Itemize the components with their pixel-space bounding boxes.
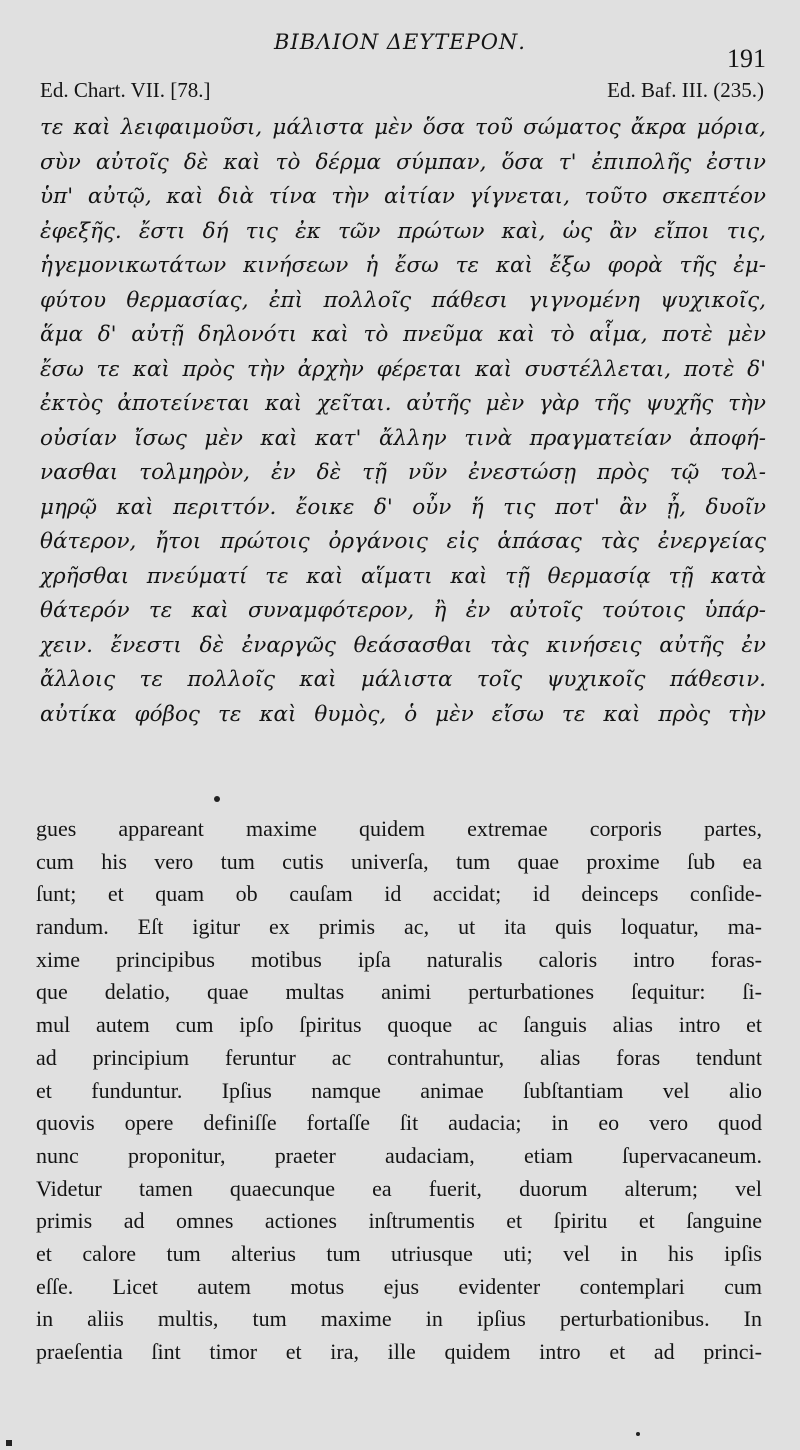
greek-line: φύτου θερμασίας, ἐπὶ πολλοῖς πάθεσι γιγνομένη ψυχικοῖς, bbox=[40, 287, 766, 313]
latin-line: cum his vero tum cutis univerſa, tum quae proxime ſub ea bbox=[36, 848, 762, 874]
greek-line: θάτερον, ἤτοι πρώτοις ὀργάνοις εἰς ἁπάσας τὰς ἐνεργείας bbox=[40, 529, 766, 554]
greek-line: μηρῷ καὶ περιττόν. ἔοικε δ' οὖν ἥ τις ποτ' ἂν ᾖ, δυοῖν bbox=[40, 494, 766, 520]
edition-reference-left: Ed. Chart. VII. [78.] bbox=[40, 78, 211, 102]
greek-line: θάτερόν τε καὶ συναμφότερον, ἢ ἐν αὐτοῖς τούτοις ὑπάρ- bbox=[40, 598, 766, 623]
greek-line: νασθαι τολμηρὸν, ἐν δὲ τῇ νῦν ἐνεστώσῃ πρὸς τῷ τολ- bbox=[40, 460, 766, 485]
greek-line: ἐφεξῆς. ἔστι δή τις ἐκ τῶν πρώτων καὶ, ὡς ἂν εἴποι τις, bbox=[40, 218, 766, 244]
latin-line: eſſe. Licet autem motus ejus evidenter contemplari cum bbox=[36, 1273, 762, 1299]
greek-line: ἡγεμονικωτάτων κινήσεων ἡ ἔσω τε καὶ ἔξω φορὰ τῆς ἐμ- bbox=[40, 253, 766, 278]
latin-line: primis ad omnes actiones inſtrumentis et ſpiritu et ſanguine bbox=[36, 1208, 762, 1234]
latin-line: Videtur tamen quaecunque ea fuerit, duorum alterum; vel bbox=[36, 1175, 762, 1201]
greek-line: χειν. ἔνεστι δὲ ἐναργῶς θεάσασθαι τὰς κινήσεις αὐτῆς ἐν bbox=[40, 632, 766, 658]
latin-line: ſunt; et quam ob cauſam id accidat; id deinceps conſide- bbox=[36, 881, 762, 907]
greek-text-block bbox=[40, 111, 766, 732]
latin-line: et calore tum alterius tum utriusque uti; vel in his ipſis bbox=[36, 1240, 762, 1266]
greek-line: ἄλλοις τε πολλοῖς καὶ μάλιστα τοῖς ψυχικοῖς πάθεσιν. bbox=[40, 667, 766, 692]
ink-speck bbox=[636, 1432, 640, 1436]
latin-line: que delatio, quae multas animi perturbationes ſequitur: ſi- bbox=[36, 979, 762, 1005]
greek-line: αὐτίκα φόβος τε καὶ θυμὸς, ὁ μὲν εἴσω τε καὶ πρὸς τὴν bbox=[40, 701, 766, 727]
latin-line: gues appareant maxime quidem extremae corporis partes, bbox=[36, 816, 762, 841]
greek-line: χρῆσθαι πνεύματί τε καὶ αἵματι καὶ τῇ θερμασίᾳ τῇ κατὰ bbox=[40, 563, 766, 589]
greek-line: ὑπ' αὐτῷ, καὶ διὰ τίνα τὴν αἰτίαν γίγνεται, τοῦτο σκεπτέον bbox=[40, 184, 766, 209]
latin-line: xime principibus motibus ipſa naturalis caloris intro foras- bbox=[36, 946, 762, 972]
ink-speck bbox=[214, 796, 220, 802]
page-number: 191 bbox=[727, 44, 766, 73]
latin-line: ad principium feruntur ac contrahuntur, alias foras tendunt bbox=[36, 1044, 762, 1070]
latin-line: randum. Eſt igitur ex primis ac, ut ita quis loquatur, ma- bbox=[36, 914, 762, 940]
latin-line: nunc proponitur, praeter audaciam, etiam ſupervacaneum. bbox=[36, 1142, 762, 1168]
latin-line: in aliis multis, tum maxime in ipſius perturbationibus. In bbox=[36, 1306, 762, 1332]
latin-line: mul autem cum ipſo ſpiritus quoque ac ſanguis alias intro et bbox=[36, 1012, 762, 1038]
greek-line: ἐκτὸς ἀποτείνεται καὶ χεῖται. αὐτῆς μὲν γὰρ τῆς ψυχῆς τὴν bbox=[40, 391, 766, 416]
greek-line: σὺν αὐτοῖς δὲ καὶ τὸ δέρμα σύμπαν, ὅσα τ' ἐπιπολῆς ἐστιν bbox=[40, 149, 766, 175]
greek-line: ἔσω τε καὶ πρὸς τὴν ἀρχὴν φέρεται καὶ συστέλλεται, ποτὲ δ' bbox=[40, 356, 766, 382]
greek-line: τε καὶ λειφαιμοῦσι, μάλιστα μὲν ὅσα τοῦ σώματος ἄκρα μόρια, bbox=[40, 115, 766, 140]
latin-line: praeſentia ſint timor et ira, ille quidem intro et ad princi- bbox=[36, 1339, 762, 1364]
running-title: ΒΙΒΛΙΟΝ ΔΕΥΤΕΡΟΝ. bbox=[274, 30, 526, 54]
latin-translation-block bbox=[36, 813, 762, 1369]
greek-line: ἅμα δ' αὐτῇ δηλονότι καὶ τὸ πνεῦμα καὶ τὸ αἷμα, ποτὲ μὲν bbox=[40, 322, 766, 347]
ink-speck bbox=[6, 1440, 12, 1446]
latin-line: et funduntur. Ipſius namque animae ſubſtantiam vel alio bbox=[36, 1077, 762, 1103]
edition-reference-right: Ed. Baf. III. (235.) bbox=[607, 78, 764, 102]
latin-line: quovis opere definiſſe fortaſſe ſit audacia; in eo vero quod bbox=[36, 1110, 762, 1136]
greek-line: οὐσίαν ἴσως μὲν καὶ κατ' ἄλλην τινὰ πραγματείαν ἀποφή- bbox=[40, 425, 766, 451]
